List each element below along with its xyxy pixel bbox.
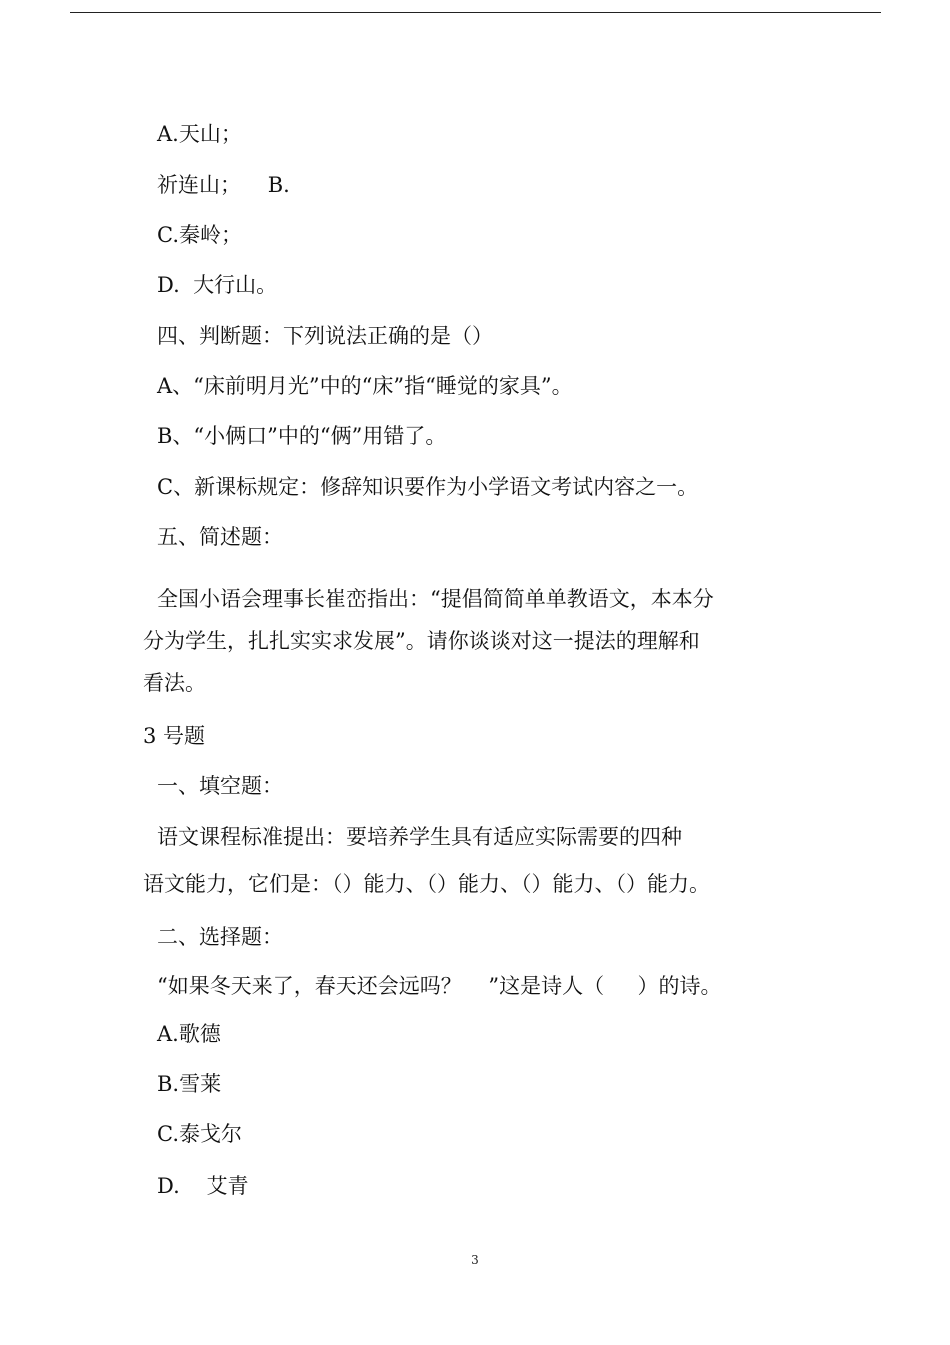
section-4-statement-c: C、新课标规定：修辞知识要作为小学语文考试内容之一。 (157, 475, 699, 499)
section-5-paragraph-line-3: 看法。 (143, 671, 206, 695)
option-c-line: C.秦岭； (157, 223, 242, 247)
question-3-option-d: D. 艾青 (157, 1174, 249, 1198)
question-3-section-1-line-2: 语文能力，它们是：（）能力、（）能力、（）能力、（）能力。 (143, 872, 710, 896)
section-4-statement-a: A、“床前明月光”中的“床”指“睡觉的家具”。 (157, 374, 573, 398)
section-4-statement-b: B、“小俩口”中的“俩”用错了。 (157, 424, 447, 448)
page-number: 3 (471, 1253, 479, 1267)
option-b-line: 祈连山； B. (157, 173, 290, 197)
section-4-title: 四、判断题：下列说法正确的是（） (157, 324, 493, 348)
question-3-option-c: C.泰戈尔 (157, 1122, 242, 1146)
option-a-line: A.天山； (157, 122, 242, 146)
option-d-line: D. 大行山。 (157, 273, 278, 297)
question-3-section-1-title: 一、填空题： (157, 774, 283, 798)
section-5-paragraph-line-2: 分为学生，扎扎实实求发展”。请你谈谈对这一提法的理解和 (143, 629, 700, 653)
question-3-section-2-question: “如果冬天来了，春天还会远吗？ ”这是诗人（ ）的诗。 (157, 974, 722, 998)
header-rule (70, 12, 881, 13)
question-3-title: 3 号题 (143, 724, 206, 748)
question-3-option-b: B.雪莱 (157, 1072, 222, 1096)
question-3-option-a: A.歌德 (157, 1022, 221, 1046)
question-3-section-1-line-1: 语文课程标准提出：要培养学生具有适应实际需要的四种 (157, 825, 682, 849)
section-5-paragraph-line-1: 全国小语会理事长崔峦指出：“提倡简简单单教语文，本本分 (157, 587, 714, 611)
question-3-section-2-title: 二、选择题： (157, 925, 283, 949)
section-5-title: 五、简述题： (157, 525, 283, 549)
